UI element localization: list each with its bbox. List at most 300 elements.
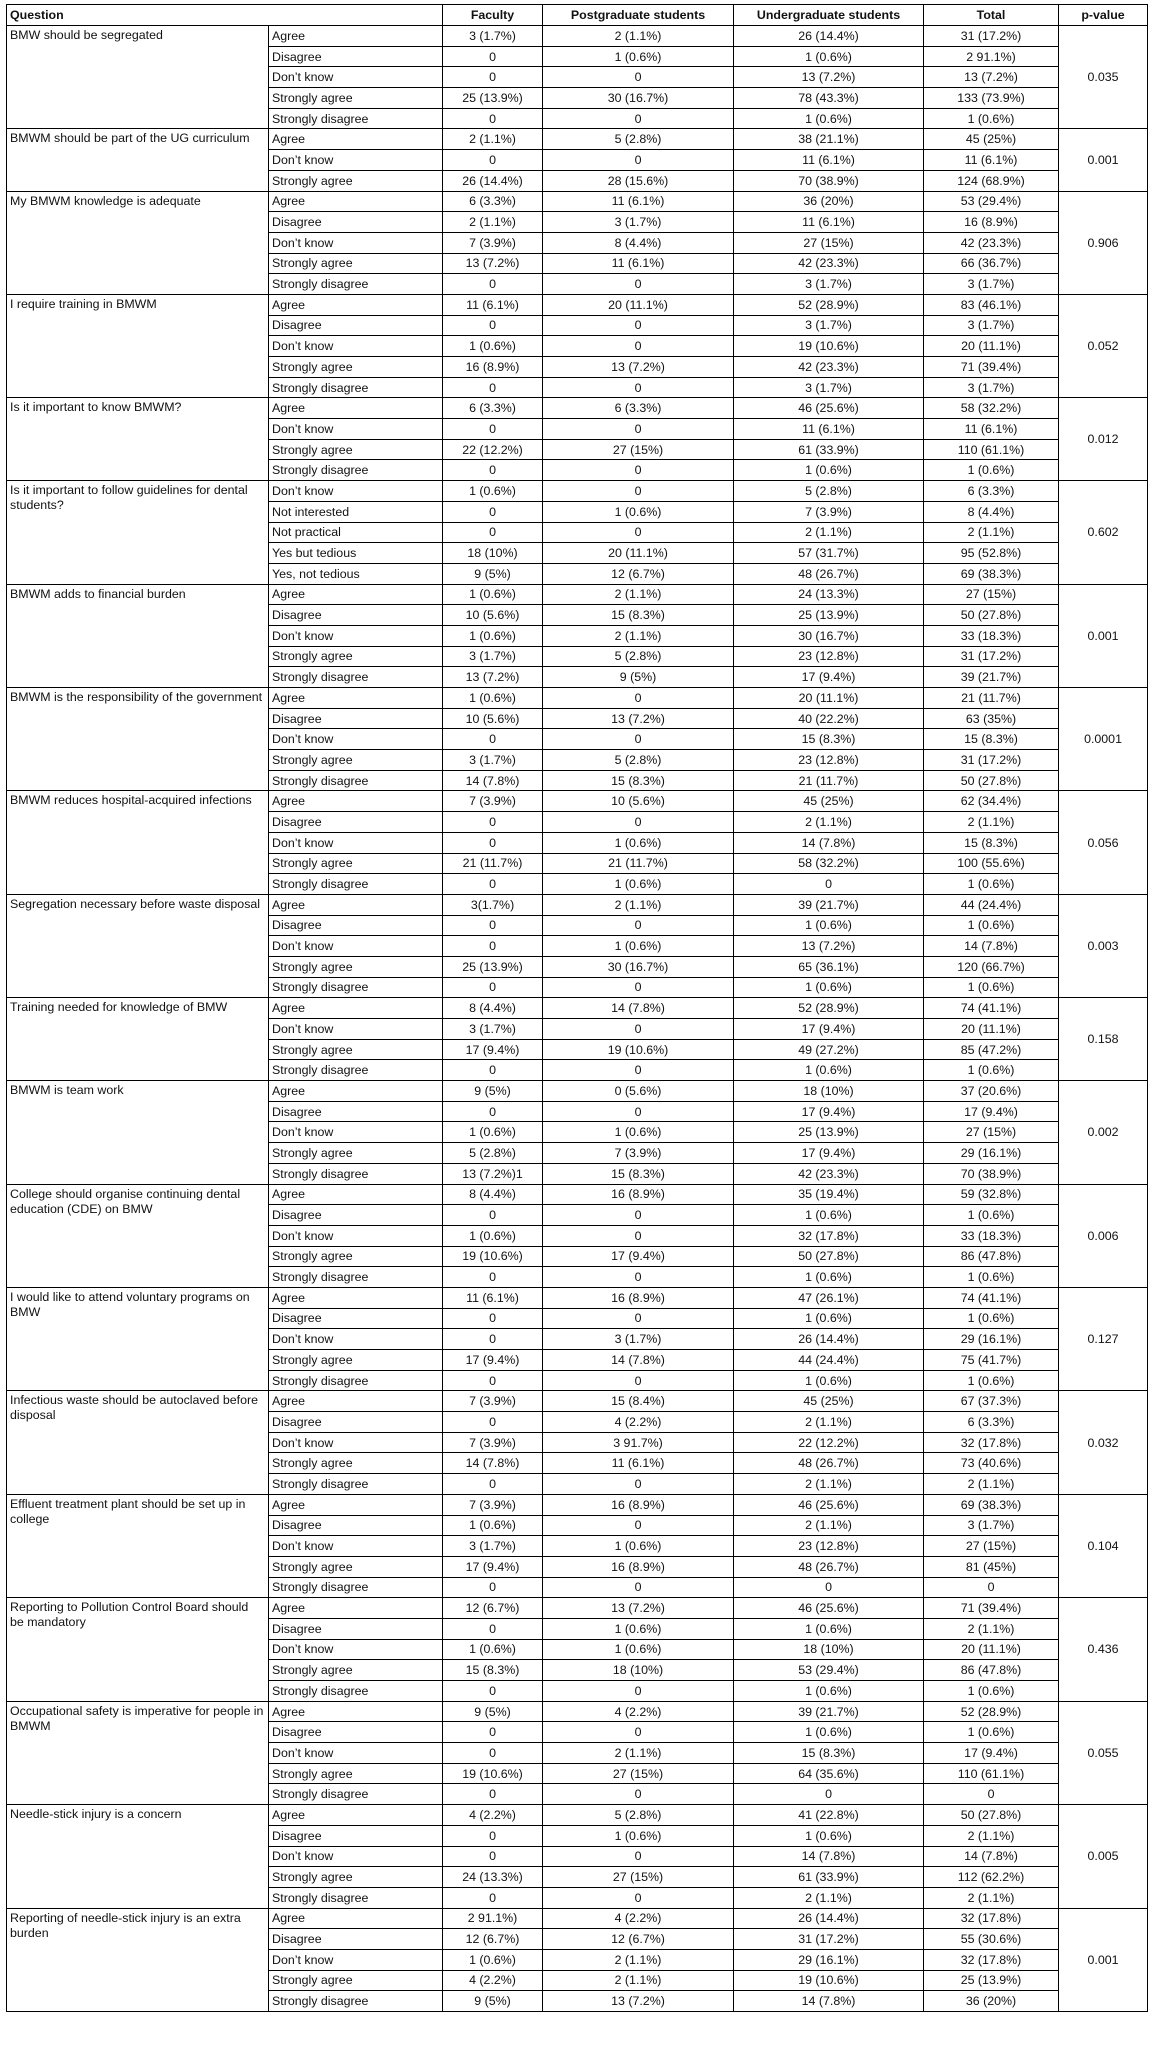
response-cell: Not practical bbox=[269, 522, 443, 543]
p-value-cell: 0.158 bbox=[1059, 998, 1148, 1081]
faculty-cell: 3 (1.7%) bbox=[443, 750, 543, 771]
response-cell: Don’t know bbox=[269, 67, 443, 88]
postgraduate-cell: 1 (0.6%) bbox=[543, 1639, 734, 1660]
postgraduate-cell: 2 (1.1%) bbox=[543, 1949, 734, 1970]
table-row bbox=[7, 481, 1148, 502]
faculty-cell: 1 (0.6%) bbox=[443, 1949, 543, 1970]
p-value-cell: 0.056 bbox=[1059, 791, 1148, 894]
table-row bbox=[7, 1908, 1148, 1929]
faculty-cell: 3 (1.7%) bbox=[443, 1019, 543, 1040]
total-cell: 1 (0.6%) bbox=[924, 1681, 1059, 1702]
faculty-cell: 0 bbox=[443, 1846, 543, 1867]
question-cell: Occupational safety is imperative for people in BMWM bbox=[7, 1701, 269, 1804]
undergraduate-cell: 30 (16.7%) bbox=[734, 625, 924, 646]
postgraduate-cell: 1 (0.6%) bbox=[543, 1122, 734, 1143]
undergraduate-cell: 64 (35.6%) bbox=[734, 1763, 924, 1784]
faculty-cell: 0 bbox=[443, 1474, 543, 1495]
faculty-cell: 0 bbox=[443, 1681, 543, 1702]
table-row bbox=[7, 26, 1148, 47]
postgraduate-cell: 3 91.7%) bbox=[543, 1432, 734, 1453]
total-cell: 45 (25%) bbox=[924, 129, 1059, 150]
header-total: Total bbox=[924, 5, 1059, 26]
faculty-cell: 0 bbox=[443, 832, 543, 853]
response-cell: Strongly disagree bbox=[269, 977, 443, 998]
question-cell: College should organise continuing dental education (CDE) on BMW bbox=[7, 1184, 269, 1287]
total-cell: 17 (9.4%) bbox=[924, 1101, 1059, 1122]
postgraduate-cell: 15 (8.3%) bbox=[543, 770, 734, 791]
response-cell: Agree bbox=[269, 1494, 443, 1515]
total-cell: 0 bbox=[924, 1577, 1059, 1598]
faculty-cell: 0 bbox=[443, 936, 543, 957]
undergraduate-cell: 48 (26.7%) bbox=[734, 1556, 924, 1577]
response-cell: Strongly disagree bbox=[269, 1887, 443, 1908]
total-cell: 55 (30.6%) bbox=[924, 1929, 1059, 1950]
p-value-cell: 0.012 bbox=[1059, 398, 1148, 481]
undergraduate-cell: 26 (14.4%) bbox=[734, 26, 924, 47]
postgraduate-cell: 30 (16.7%) bbox=[543, 956, 734, 977]
faculty-cell: 0 bbox=[443, 1577, 543, 1598]
response-cell: Strongly agree bbox=[269, 1453, 443, 1474]
faculty-cell: 0 bbox=[443, 1722, 543, 1743]
response-cell: Strongly agree bbox=[269, 253, 443, 274]
response-cell: Strongly agree bbox=[269, 1660, 443, 1681]
undergraduate-cell: 32 (17.8%) bbox=[734, 1225, 924, 1246]
undergraduate-cell: 0 bbox=[734, 1784, 924, 1805]
total-cell: 6 (3.3%) bbox=[924, 1412, 1059, 1433]
total-cell: 3 (1.7%) bbox=[924, 274, 1059, 295]
faculty-cell: 0 bbox=[443, 315, 543, 336]
faculty-cell: 0 bbox=[443, 1743, 543, 1764]
postgraduate-cell: 1 (0.6%) bbox=[543, 1618, 734, 1639]
response-cell: Strongly agree bbox=[269, 88, 443, 109]
undergraduate-cell: 1 (0.6%) bbox=[734, 1370, 924, 1391]
undergraduate-cell: 42 (23.3%) bbox=[734, 253, 924, 274]
faculty-cell: 1 (0.6%) bbox=[443, 625, 543, 646]
undergraduate-cell: 45 (25%) bbox=[734, 1391, 924, 1412]
undergraduate-cell: 39 (21.7%) bbox=[734, 1701, 924, 1722]
response-cell: Agree bbox=[269, 1081, 443, 1102]
postgraduate-cell: 0 bbox=[543, 315, 734, 336]
response-cell: Strongly agree bbox=[269, 1350, 443, 1371]
question-cell: BMWM is team work bbox=[7, 1081, 269, 1184]
p-value-cell: 0.032 bbox=[1059, 1391, 1148, 1494]
response-cell: Disagree bbox=[269, 812, 443, 833]
faculty-cell: 0 bbox=[443, 729, 543, 750]
response-cell: Disagree bbox=[269, 1205, 443, 1226]
total-cell: 85 (47.2%) bbox=[924, 1039, 1059, 1060]
faculty-cell: 3 (1.7%) bbox=[443, 1536, 543, 1557]
faculty-cell: 0 bbox=[443, 1308, 543, 1329]
total-cell: 83 (46.1%) bbox=[924, 294, 1059, 315]
header-row bbox=[7, 5, 1148, 26]
postgraduate-cell: 0 bbox=[543, 1784, 734, 1805]
postgraduate-cell: 2 (1.1%) bbox=[543, 1970, 734, 1991]
response-cell: Disagree bbox=[269, 915, 443, 936]
undergraduate-cell: 52 (28.9%) bbox=[734, 998, 924, 1019]
response-cell: Strongly disagree bbox=[269, 1060, 443, 1081]
undergraduate-cell: 15 (8.3%) bbox=[734, 1743, 924, 1764]
response-cell: Strongly disagree bbox=[269, 1784, 443, 1805]
total-cell: 1 (0.6%) bbox=[924, 1370, 1059, 1391]
response-cell: Don’t know bbox=[269, 936, 443, 957]
question-cell: I would like to attend voluntary programs on BMW bbox=[7, 1287, 269, 1390]
total-cell: 50 (27.8%) bbox=[924, 770, 1059, 791]
total-cell: 86 (47.8%) bbox=[924, 1660, 1059, 1681]
response-cell: Strongly disagree bbox=[269, 874, 443, 895]
total-cell: 1 (0.6%) bbox=[924, 460, 1059, 481]
response-cell: Don’t know bbox=[269, 1743, 443, 1764]
undergraduate-cell: 17 (9.4%) bbox=[734, 1101, 924, 1122]
faculty-cell: 17 (9.4%) bbox=[443, 1350, 543, 1371]
undergraduate-cell: 2 (1.1%) bbox=[734, 1515, 924, 1536]
question-cell: Reporting to Pollution Control Board should be mandatory bbox=[7, 1598, 269, 1701]
faculty-cell: 1 (0.6%) bbox=[443, 1122, 543, 1143]
undergraduate-cell: 23 (12.8%) bbox=[734, 646, 924, 667]
faculty-cell: 9 (5%) bbox=[443, 1081, 543, 1102]
faculty-cell: 0 bbox=[443, 522, 543, 543]
undergraduate-cell: 1 (0.6%) bbox=[734, 46, 924, 67]
postgraduate-cell: 2 (1.1%) bbox=[543, 894, 734, 915]
response-cell: Don’t know bbox=[269, 1019, 443, 1040]
undergraduate-cell: 48 (26.7%) bbox=[734, 1453, 924, 1474]
p-value-cell: 0.002 bbox=[1059, 1081, 1148, 1184]
faculty-cell: 0 bbox=[443, 46, 543, 67]
total-cell: 86 (47.8%) bbox=[924, 1246, 1059, 1267]
total-cell: 25 (13.9%) bbox=[924, 1970, 1059, 1991]
faculty-cell: 0 bbox=[443, 1784, 543, 1805]
total-cell: 1 (0.6%) bbox=[924, 1722, 1059, 1743]
faculty-cell: 7 (3.9%) bbox=[443, 791, 543, 812]
faculty-cell: 3(1.7%) bbox=[443, 894, 543, 915]
postgraduate-cell: 0 bbox=[543, 1515, 734, 1536]
faculty-cell: 18 (10%) bbox=[443, 543, 543, 564]
response-cell: Disagree bbox=[269, 315, 443, 336]
response-cell: Agree bbox=[269, 1805, 443, 1826]
question-cell: I require training in BMWM bbox=[7, 294, 269, 397]
header-undergraduate: Undergraduate students bbox=[734, 5, 924, 26]
total-cell: 11 (6.1%) bbox=[924, 150, 1059, 171]
p-value-cell: 0.052 bbox=[1059, 294, 1148, 397]
undergraduate-cell: 1 (0.6%) bbox=[734, 1267, 924, 1288]
undergraduate-cell: 2 (1.1%) bbox=[734, 522, 924, 543]
response-cell: Don’t know bbox=[269, 1639, 443, 1660]
table-body bbox=[7, 26, 1148, 2012]
postgraduate-cell: 13 (7.2%) bbox=[543, 1991, 734, 2012]
faculty-cell: 1 (0.6%) bbox=[443, 1515, 543, 1536]
faculty-cell: 15 (8.3%) bbox=[443, 1660, 543, 1681]
faculty-cell: 0 bbox=[443, 1329, 543, 1350]
postgraduate-cell: 0 bbox=[543, 150, 734, 171]
undergraduate-cell: 52 (28.9%) bbox=[734, 294, 924, 315]
question-cell: BMWM should be part of the UG curriculum bbox=[7, 129, 269, 191]
undergraduate-cell: 29 (16.1%) bbox=[734, 1949, 924, 1970]
postgraduate-cell: 0 bbox=[543, 274, 734, 295]
postgraduate-cell: 27 (15%) bbox=[543, 439, 734, 460]
question-cell: Segregation necessary before waste disposal bbox=[7, 894, 269, 997]
response-cell: Strongly agree bbox=[269, 1867, 443, 1888]
response-cell: Agree bbox=[269, 1908, 443, 1929]
postgraduate-cell: 13 (7.2%) bbox=[543, 1598, 734, 1619]
total-cell: 50 (27.8%) bbox=[924, 605, 1059, 626]
postgraduate-cell: 0 bbox=[543, 1681, 734, 1702]
response-cell: Disagree bbox=[269, 1308, 443, 1329]
response-cell: Don’t know bbox=[269, 625, 443, 646]
total-cell: 2 (1.1%) bbox=[924, 812, 1059, 833]
table-row bbox=[7, 1287, 1148, 1308]
postgraduate-cell: 5 (2.8%) bbox=[543, 1805, 734, 1826]
total-cell: 71 (39.4%) bbox=[924, 1598, 1059, 1619]
postgraduate-cell: 18 (10%) bbox=[543, 1660, 734, 1681]
postgraduate-cell: 1 (0.6%) bbox=[543, 46, 734, 67]
undergraduate-cell: 36 (20%) bbox=[734, 191, 924, 212]
table-row bbox=[7, 894, 1148, 915]
postgraduate-cell: 5 (2.8%) bbox=[543, 646, 734, 667]
faculty-cell: 0 bbox=[443, 915, 543, 936]
response-cell: Strongly agree bbox=[269, 170, 443, 191]
postgraduate-cell: 0 bbox=[543, 1225, 734, 1246]
postgraduate-cell: 27 (15%) bbox=[543, 1763, 734, 1784]
question-cell: Training needed for knowledge of BMW bbox=[7, 998, 269, 1081]
faculty-cell: 7 (3.9%) bbox=[443, 232, 543, 253]
response-cell: Disagree bbox=[269, 1412, 443, 1433]
postgraduate-cell: 15 (8.3%) bbox=[543, 605, 734, 626]
faculty-cell: 9 (5%) bbox=[443, 1991, 543, 2012]
table-row bbox=[7, 1391, 1148, 1412]
postgraduate-cell: 12 (6.7%) bbox=[543, 563, 734, 584]
faculty-cell: 0 bbox=[443, 460, 543, 481]
faculty-cell: 3 (1.7%) bbox=[443, 646, 543, 667]
response-cell: Don’t know bbox=[269, 832, 443, 853]
faculty-cell: 7 (3.9%) bbox=[443, 1494, 543, 1515]
undergraduate-cell: 20 (11.1%) bbox=[734, 688, 924, 709]
postgraduate-cell: 0 bbox=[543, 419, 734, 440]
faculty-cell: 11 (6.1%) bbox=[443, 294, 543, 315]
undergraduate-cell: 21 (11.7%) bbox=[734, 770, 924, 791]
response-cell: Strongly disagree bbox=[269, 1267, 443, 1288]
faculty-cell: 10 (5.6%) bbox=[443, 708, 543, 729]
response-cell: Agree bbox=[269, 998, 443, 1019]
total-cell: 66 (36.7%) bbox=[924, 253, 1059, 274]
faculty-cell: 2 91.1%) bbox=[443, 1908, 543, 1929]
response-cell: Don’t know bbox=[269, 232, 443, 253]
undergraduate-cell: 7 (3.9%) bbox=[734, 501, 924, 522]
undergraduate-cell: 40 (22.2%) bbox=[734, 708, 924, 729]
postgraduate-cell: 2 (1.1%) bbox=[543, 584, 734, 605]
question-cell: Is it important to follow guidelines for dental students? bbox=[7, 481, 269, 584]
total-cell: 100 (55.6%) bbox=[924, 853, 1059, 874]
faculty-cell: 0 bbox=[443, 874, 543, 895]
undergraduate-cell: 22 (12.2%) bbox=[734, 1432, 924, 1453]
faculty-cell: 26 (14.4%) bbox=[443, 170, 543, 191]
postgraduate-cell: 19 (10.6%) bbox=[543, 1039, 734, 1060]
response-cell: Disagree bbox=[269, 1722, 443, 1743]
total-cell: 50 (27.8%) bbox=[924, 1805, 1059, 1826]
postgraduate-cell: 3 (1.7%) bbox=[543, 1329, 734, 1350]
response-cell: Agree bbox=[269, 129, 443, 150]
faculty-cell: 4 (2.2%) bbox=[443, 1805, 543, 1826]
postgraduate-cell: 13 (7.2%) bbox=[543, 708, 734, 729]
table-row bbox=[7, 791, 1148, 812]
postgraduate-cell: 0 bbox=[543, 729, 734, 750]
postgraduate-cell: 1 (0.6%) bbox=[543, 874, 734, 895]
total-cell: 120 (66.7%) bbox=[924, 956, 1059, 977]
faculty-cell: 0 bbox=[443, 1370, 543, 1391]
total-cell: 59 (32.8%) bbox=[924, 1184, 1059, 1205]
response-cell: Strongly agree bbox=[269, 750, 443, 771]
faculty-cell: 16 (8.9%) bbox=[443, 357, 543, 378]
undergraduate-cell: 1 (0.6%) bbox=[734, 1681, 924, 1702]
response-cell: Strongly disagree bbox=[269, 1991, 443, 2012]
response-cell: Strongly agree bbox=[269, 1143, 443, 1164]
undergraduate-cell: 19 (10.6%) bbox=[734, 336, 924, 357]
postgraduate-cell: 0 bbox=[543, 1577, 734, 1598]
undergraduate-cell: 24 (13.3%) bbox=[734, 584, 924, 605]
response-cell: Yes, not tedious bbox=[269, 563, 443, 584]
total-cell: 74 (41.1%) bbox=[924, 1287, 1059, 1308]
response-cell: Strongly disagree bbox=[269, 1474, 443, 1495]
undergraduate-cell: 58 (32.2%) bbox=[734, 853, 924, 874]
postgraduate-cell: 6 (3.3%) bbox=[543, 398, 734, 419]
postgraduate-cell: 1 (0.6%) bbox=[543, 1825, 734, 1846]
undergraduate-cell: 1 (0.6%) bbox=[734, 915, 924, 936]
postgraduate-cell: 0 bbox=[543, 522, 734, 543]
table-header bbox=[7, 5, 1148, 26]
faculty-cell: 6 (3.3%) bbox=[443, 191, 543, 212]
undergraduate-cell: 13 (7.2%) bbox=[734, 67, 924, 88]
response-cell: Agree bbox=[269, 294, 443, 315]
total-cell: 1 (0.6%) bbox=[924, 1205, 1059, 1226]
response-cell: Strongly agree bbox=[269, 439, 443, 460]
question-cell: BMWM adds to financial burden bbox=[7, 584, 269, 687]
response-cell: Strongly disagree bbox=[269, 460, 443, 481]
faculty-cell: 13 (7.2%) bbox=[443, 253, 543, 274]
p-value-cell: 0.001 bbox=[1059, 1908, 1148, 2011]
undergraduate-cell: 1 (0.6%) bbox=[734, 1618, 924, 1639]
response-cell: Agree bbox=[269, 191, 443, 212]
undergraduate-cell: 11 (6.1%) bbox=[734, 150, 924, 171]
p-value-cell: 0.0001 bbox=[1059, 688, 1148, 791]
postgraduate-cell: 28 (15.6%) bbox=[543, 170, 734, 191]
undergraduate-cell: 41 (22.8%) bbox=[734, 1805, 924, 1826]
total-cell: 6 (3.3%) bbox=[924, 481, 1059, 502]
total-cell: 29 (16.1%) bbox=[924, 1143, 1059, 1164]
faculty-cell: 0 bbox=[443, 150, 543, 171]
total-cell: 20 (11.1%) bbox=[924, 336, 1059, 357]
response-cell: Strongly disagree bbox=[269, 377, 443, 398]
faculty-cell: 0 bbox=[443, 812, 543, 833]
faculty-cell: 12 (6.7%) bbox=[443, 1598, 543, 1619]
response-cell: Strongly agree bbox=[269, 1556, 443, 1577]
response-cell: Don’t know bbox=[269, 729, 443, 750]
total-cell: 14 (7.8%) bbox=[924, 1846, 1059, 1867]
undergraduate-cell: 18 (10%) bbox=[734, 1081, 924, 1102]
question-cell: Infectious waste should be autoclaved before disposal bbox=[7, 1391, 269, 1494]
faculty-cell: 0 bbox=[443, 1825, 543, 1846]
faculty-cell: 0 bbox=[443, 377, 543, 398]
faculty-cell: 14 (7.8%) bbox=[443, 1453, 543, 1474]
response-cell: Disagree bbox=[269, 605, 443, 626]
total-cell: 20 (11.1%) bbox=[924, 1019, 1059, 1040]
undergraduate-cell: 78 (43.3%) bbox=[734, 88, 924, 109]
response-cell: Don’t know bbox=[269, 150, 443, 171]
total-cell: 95 (52.8%) bbox=[924, 543, 1059, 564]
postgraduate-cell: 0 bbox=[543, 336, 734, 357]
undergraduate-cell: 18 (10%) bbox=[734, 1639, 924, 1660]
postgraduate-cell: 14 (7.8%) bbox=[543, 1350, 734, 1371]
undergraduate-cell: 1 (0.6%) bbox=[734, 1308, 924, 1329]
response-cell: Strongly agree bbox=[269, 956, 443, 977]
faculty-cell: 10 (5.6%) bbox=[443, 605, 543, 626]
postgraduate-cell: 0 bbox=[543, 977, 734, 998]
total-cell: 110 (61.1%) bbox=[924, 439, 1059, 460]
postgraduate-cell: 0 bbox=[543, 1370, 734, 1391]
undergraduate-cell: 5 (2.8%) bbox=[734, 481, 924, 502]
total-cell: 75 (41.7%) bbox=[924, 1350, 1059, 1371]
faculty-cell: 25 (13.9%) bbox=[443, 956, 543, 977]
faculty-cell: 0 bbox=[443, 977, 543, 998]
undergraduate-cell: 14 (7.8%) bbox=[734, 1991, 924, 2012]
postgraduate-cell: 16 (8.9%) bbox=[543, 1494, 734, 1515]
header-faculty: Faculty bbox=[443, 5, 543, 26]
total-cell: 53 (29.4%) bbox=[924, 191, 1059, 212]
postgraduate-cell: 16 (8.9%) bbox=[543, 1184, 734, 1205]
total-cell: 15 (8.3%) bbox=[924, 729, 1059, 750]
table-row bbox=[7, 1701, 1148, 1722]
header-p-value: p-value bbox=[1059, 5, 1148, 26]
total-cell: 67 (37.3%) bbox=[924, 1391, 1059, 1412]
p-value-cell: 0.104 bbox=[1059, 1494, 1148, 1597]
undergraduate-cell: 3 (1.7%) bbox=[734, 274, 924, 295]
faculty-cell: 17 (9.4%) bbox=[443, 1556, 543, 1577]
total-cell: 20 (11.1%) bbox=[924, 1639, 1059, 1660]
response-cell: Agree bbox=[269, 398, 443, 419]
total-cell: 31 (17.2%) bbox=[924, 646, 1059, 667]
undergraduate-cell: 17 (9.4%) bbox=[734, 667, 924, 688]
total-cell: 63 (35%) bbox=[924, 708, 1059, 729]
total-cell: 37 (20.6%) bbox=[924, 1081, 1059, 1102]
faculty-cell: 1 (0.6%) bbox=[443, 584, 543, 605]
response-cell: Yes but tedious bbox=[269, 543, 443, 564]
postgraduate-cell: 13 (7.2%) bbox=[543, 357, 734, 378]
p-value-cell: 0.127 bbox=[1059, 1287, 1148, 1390]
response-cell: Agree bbox=[269, 894, 443, 915]
undergraduate-cell: 1 (0.6%) bbox=[734, 977, 924, 998]
undergraduate-cell: 1 (0.6%) bbox=[734, 108, 924, 129]
total-cell: 69 (38.3%) bbox=[924, 563, 1059, 584]
total-cell: 2 (1.1%) bbox=[924, 1474, 1059, 1495]
total-cell: 133 (73.9%) bbox=[924, 88, 1059, 109]
total-cell: 58 (32.2%) bbox=[924, 398, 1059, 419]
faculty-cell: 8 (4.4%) bbox=[443, 998, 543, 1019]
total-cell: 1 (0.6%) bbox=[924, 1060, 1059, 1081]
total-cell: 39 (21.7%) bbox=[924, 667, 1059, 688]
undergraduate-cell: 17 (9.4%) bbox=[734, 1019, 924, 1040]
faculty-cell: 0 bbox=[443, 1267, 543, 1288]
undergraduate-cell: 35 (19.4%) bbox=[734, 1184, 924, 1205]
total-cell: 62 (34.4%) bbox=[924, 791, 1059, 812]
response-cell: Disagree bbox=[269, 1929, 443, 1950]
total-cell: 31 (17.2%) bbox=[924, 26, 1059, 47]
undergraduate-cell: 19 (10.6%) bbox=[734, 1970, 924, 1991]
total-cell: 32 (17.8%) bbox=[924, 1949, 1059, 1970]
total-cell: 36 (20%) bbox=[924, 1991, 1059, 2012]
undergraduate-cell: 1 (0.6%) bbox=[734, 1722, 924, 1743]
response-cell: Don’t know bbox=[269, 1329, 443, 1350]
response-cell: Strongly agree bbox=[269, 646, 443, 667]
response-cell: Strongly agree bbox=[269, 357, 443, 378]
response-cell: Agree bbox=[269, 1184, 443, 1205]
faculty-cell: 0 bbox=[443, 67, 543, 88]
